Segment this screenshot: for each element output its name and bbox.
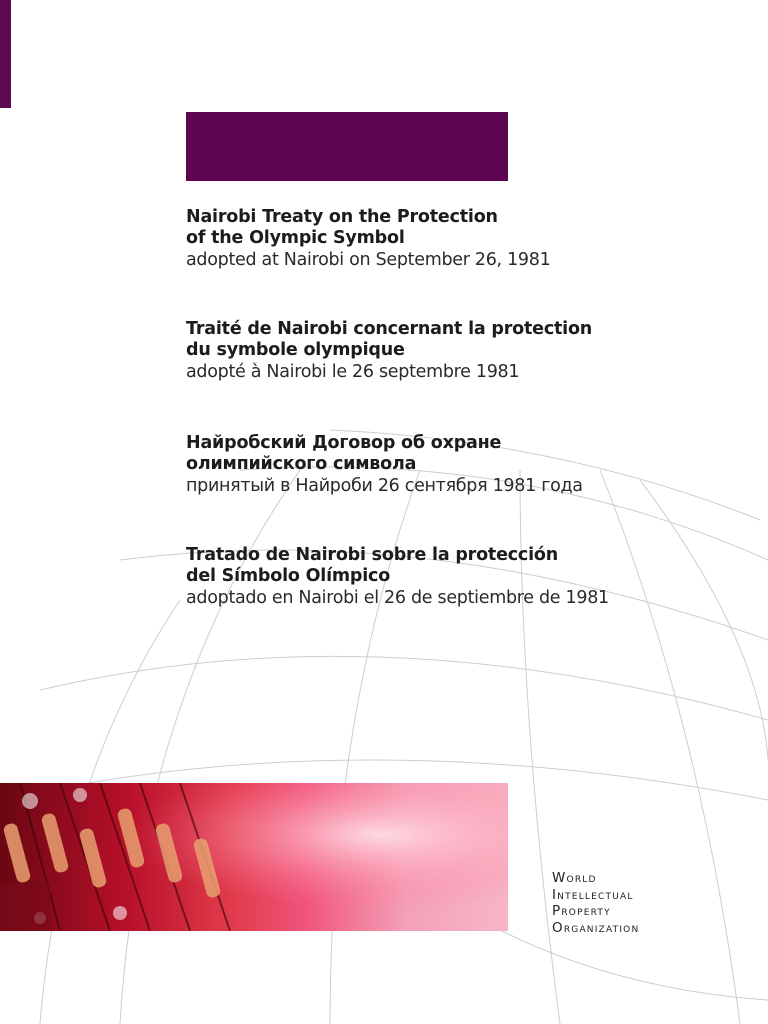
treaty-title-russian (186, 433, 746, 497)
treaty-title-french (186, 319, 746, 383)
org-name-line: Property (552, 903, 611, 919)
wipo-logo-text (552, 870, 639, 936)
section-subtitle: adopté à Nairobi le 26 septembre 1981 (186, 362, 520, 382)
treaty-title-english (186, 207, 746, 271)
org-name-line: Organization (552, 919, 640, 936)
section-title-line: of the Olympic Symbol (186, 228, 405, 248)
section-title-line: олимпийского символа (186, 454, 417, 474)
org-name-line: World (552, 870, 597, 886)
section-title-line: Найробский Договор об охране (186, 433, 502, 453)
section-subtitle: принятый в Найроби 26 сентября 1981 года (186, 476, 583, 496)
section-subtitle: adopted at Nairobi on September 26, 1981 (186, 250, 551, 270)
section-title-line: Traité de Nairobi concernant la protection (186, 319, 593, 339)
circuit-photo-illustration (0, 783, 508, 931)
org-name-line: Intellectual (552, 886, 634, 903)
section-subtitle: adoptado en Nairobi el 26 de septiembre de 1981 (186, 588, 609, 608)
section-title-line: du symbole olympique (186, 340, 405, 360)
title-color-band (186, 112, 508, 181)
section-title-line: Nairobi Treaty on the Protection (186, 207, 498, 227)
section-title-line: Tratado de Nairobi sobre la protección (186, 545, 558, 565)
circuit-photo-band (0, 783, 508, 931)
section-title-line: del Símbolo Olímpico (186, 566, 391, 586)
treaty-title-spanish (186, 545, 746, 609)
